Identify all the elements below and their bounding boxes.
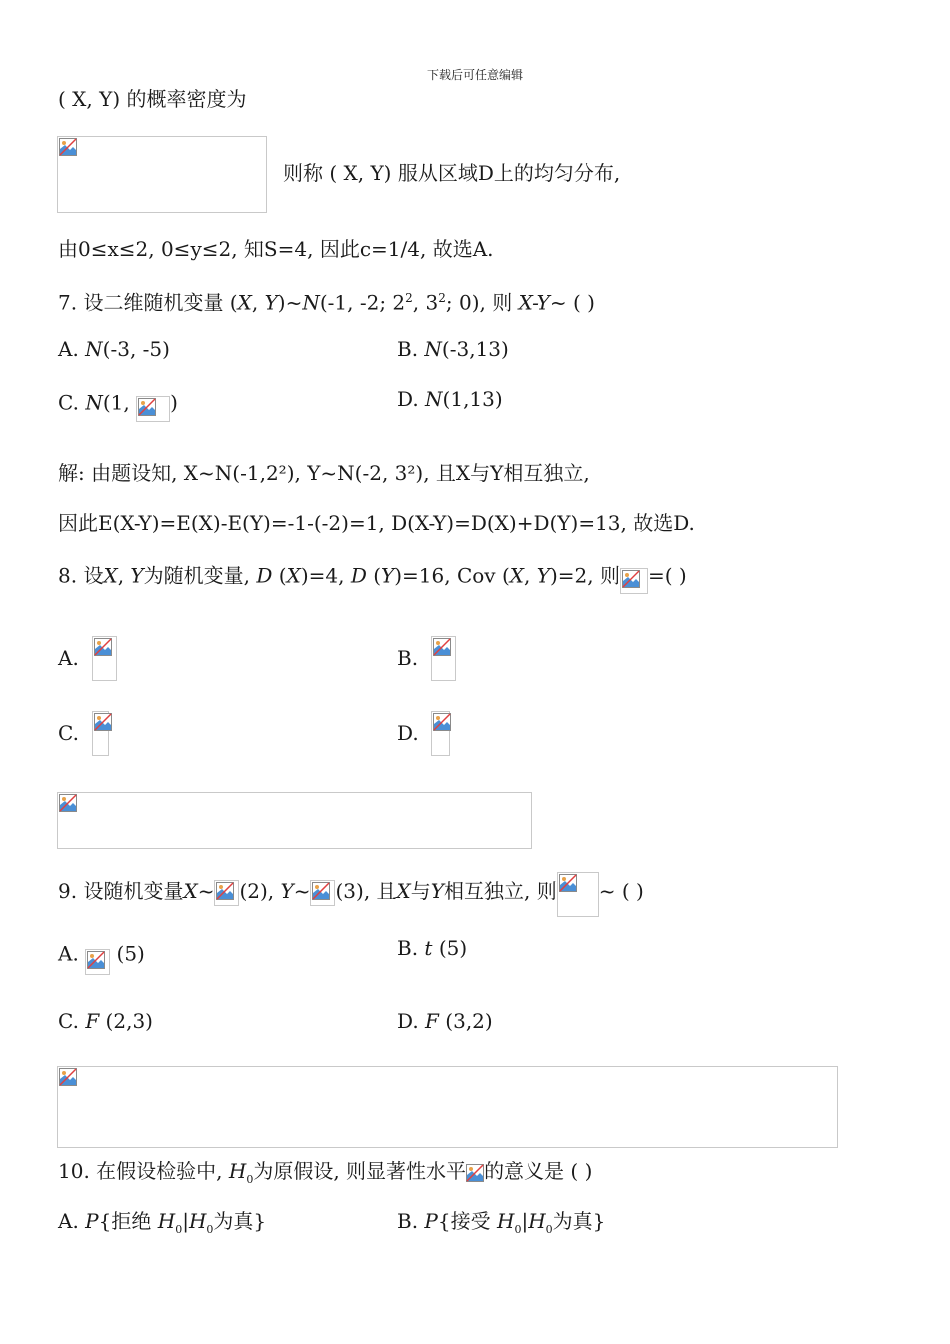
broken-image-icon xyxy=(59,1068,77,1086)
broken-image-icon xyxy=(59,138,77,156)
q9-option-a: A. (5) xyxy=(58,935,145,975)
solution-7-line-2: 因此E(X-Y)=E(X)-E(Y)=-1-(-2)=1, D(X-Y)=D(X)+D(Y)=13, 故选D. xyxy=(58,511,695,535)
broken-image-icon xyxy=(622,570,640,588)
broken-image-icon xyxy=(87,951,105,969)
q7-option-c: C. N(1, ) xyxy=(58,386,178,422)
broken-image-solution-8 xyxy=(57,792,532,849)
broken-image-icon xyxy=(59,794,77,812)
q9-option-b: B. t (5) xyxy=(397,936,468,960)
broken-image-inline xyxy=(136,396,170,422)
broken-image-icon xyxy=(433,713,451,731)
broken-image-inline xyxy=(620,568,648,594)
question-9: 9. 设随机变量X~ (2), Y~ (3), 且X与Y相互独立, 则 ~ ( ) xyxy=(58,868,644,917)
broken-image-icon xyxy=(559,874,577,892)
q7-option-d: D. N(1,13) xyxy=(397,387,503,411)
uniform-statement: 则称 ( X, Y) 服从区域D上的均匀分布, xyxy=(283,161,621,185)
q8-option-a-label: A. xyxy=(58,646,79,670)
broken-image-icon xyxy=(138,398,156,416)
broken-image-icon xyxy=(466,1164,484,1182)
broken-image-icon xyxy=(216,882,234,900)
q8-option-b-image xyxy=(431,636,456,681)
broken-image-solution-9 xyxy=(57,1066,838,1148)
question-8: 8. 设X, Y为随机变量, D (X)=4, D (Y)=16, Cov (X, Y)=2, 则 =( ) xyxy=(58,560,687,594)
q8-option-d-image xyxy=(431,711,450,756)
broken-image-icon xyxy=(94,638,112,656)
q8-option-b-label: B. xyxy=(397,646,419,670)
question-10: 10. 在假设检验中, $H_0$为原假设, 则显著性水平 的意义是 ( ) xyxy=(58,1159,593,1186)
q7-option-a: A. N(-3, -5) xyxy=(58,337,170,361)
broken-image-density xyxy=(57,136,267,213)
broken-image-icon xyxy=(433,638,451,656)
broken-image-inline xyxy=(85,949,110,975)
q10-option-a: A. P{拒绝 $H_0|H_0$为真} xyxy=(58,1209,267,1236)
q10-option-b: B. P{接受 $H_0|H_0$为真} xyxy=(397,1209,606,1236)
chi-square-image xyxy=(214,880,239,906)
q7-option-b: B. N(-3,13) xyxy=(397,337,509,361)
broken-image-icon xyxy=(312,882,330,900)
q8-option-c-image xyxy=(92,711,109,756)
broken-image-icon xyxy=(94,713,112,731)
chi-square-image xyxy=(310,880,335,906)
page-header: 下载后可任意编辑 xyxy=(426,68,523,82)
solution-line: 由0≤x≤2, 0≤y≤2, 知S=4, 因此c=1/4, 故选A. xyxy=(58,237,494,261)
q8-option-c-label: C. xyxy=(58,721,79,745)
density-intro: ( X, Y) 的概率密度为 xyxy=(58,87,247,111)
question-7: 7. 设二维随机变量 (X, Y)~N(-1, -2; $2^2$, $3^2$; 0), 则 X-Y~ ( ) xyxy=(58,290,595,315)
alpha-image xyxy=(466,1164,484,1182)
q8-option-a-image xyxy=(92,636,117,681)
solution-7-line-1: 解: 由题设知, X~N(-1,2²), Y~N(-2, 3²), 且X与Y相互独立, xyxy=(58,461,590,485)
q9-option-c: C. F (2,3) xyxy=(58,1009,153,1033)
ratio-expression-image xyxy=(557,872,599,917)
q8-option-d-label: D. xyxy=(397,721,419,745)
q9-option-d: D. F (3,2) xyxy=(397,1009,493,1033)
